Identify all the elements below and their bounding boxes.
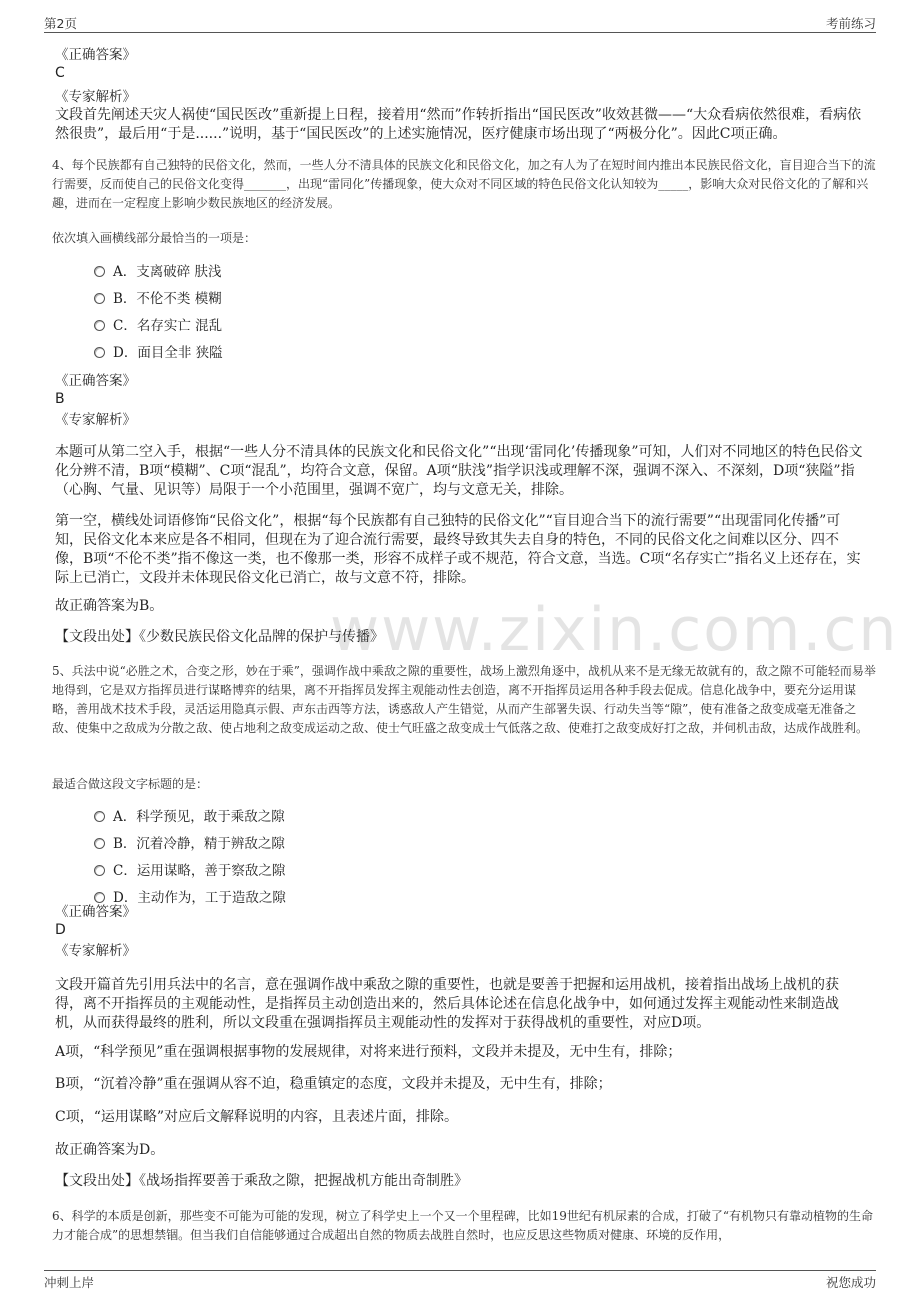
radio-icon[interactable] [94, 266, 105, 277]
q5-stem: 5、兵法中说“必胜之术，合变之形，妙在于乘”，强调作战中乘敌之隙的重要性，战场上激烈角逐中，战机从来不是无缘无故就有的，敌之隙不可能轻而易举地得到，它是双方指挥员进行谋略博弈的结果，离不开指挥员发挥主观能动性去创造，离不开指挥员运用各种手段去促成。信息化战争中，要充分运用谋略，善用战术技术手段，灵活运用隐真示假、声东击西等方法，诱惑敌人产生错觉，从而产生部署失误、行动失当等“隙”，使有准备之敌变成毫无准备之敌、使集中之敌成为分散之敌、使占地利之敌变成运动之敌、使士气旺盛之敌变成士气低落之敌、使难打之敌变成好打之敌，并伺机击敌，达成作战胜利。 [52, 664, 876, 735]
q5-analysis-a: A项，“科学预见”重在强调根据事物的发展规律，对将来进行预料，文段并未提及，无中生有，排除； [55, 1044, 682, 1060]
footer-left-text: 冲刺上岸 [44, 1275, 95, 1290]
q4-option-b[interactable]: B．不伦不类 模糊 [94, 290, 222, 308]
q4-option-a[interactable]: A．支离破碎 肤浅 [94, 263, 222, 281]
q3-answer: C [55, 65, 65, 81]
q4-option-d[interactable]: D．面目全非 狭隘 [94, 344, 223, 362]
q5-conclusion: 故正确答案为D。 [55, 1142, 165, 1158]
analysis-label: 《专家解析》 [55, 943, 136, 959]
page-footer [44, 1270, 876, 1293]
q4-analysis-p2: 第一空，横线处词语修饰“民俗文化”，根据“每个民族都有自己独特的民俗文化”“盲目迎合当下的流行需要”“出现雷同化传播”可知，民俗文化本来应是各不相同，但现在为了迎合流行需要，最终导致其失去自身的特色，不同的民俗文化之间难以区分、四不像，B项“不伦不类”指不像这一类，也不像那一类，形容不成样子或不规范，符合文意，当选。C项“名存实亡”指名义上还存在，实际上已消亡，文段并未体现民俗文化已消亡，故与文意不符，排除。 [55, 513, 861, 586]
radio-icon[interactable] [94, 838, 105, 849]
radio-icon[interactable] [94, 865, 105, 876]
q5-prompt: 最适合做这段文字标题的是： [52, 777, 209, 791]
q5-analysis-p1: 文段开篇首先引用兵法中的名言，意在强调作战中乘敌之隙的重要性，也就是要善于把握和运用战机，接着指出战场上战机的获得，离不开指挥员的主观能动性，是指挥员主动创造出来的，然后具体论述在信息化战争中，如何通过发挥主观能动性来制造战机，从而获得最终的胜利，所以文段重在强调指挥员主观能动性的发挥对于获得战机的重要性，对应D项。 [55, 977, 839, 1031]
radio-icon[interactable] [94, 347, 105, 358]
q5-analysis-b: B项，“沉着冷静”重在强调从容不迫，稳重镇定的态度，文段并未提及，无中生有，排除； [55, 1076, 612, 1092]
q5-option-c[interactable]: C．运用谋略，善于察敌之隙 [94, 862, 285, 880]
q4-source: 【文段出处】《少数民族民俗文化品牌的保护与传播》 [55, 629, 384, 645]
q4-conclusion: 故正确答案为B。 [55, 598, 164, 614]
q5-source: 【文段出处】《战场指挥要善于乘敌之隙，把握战机方能出奇制胜》 [55, 1173, 468, 1189]
q4-prompt: 依次填入画横线部分最恰当的一项是： [52, 231, 257, 245]
q5-analysis-c: C项，“运用谋略”对应后文解释说明的内容，且表述片面，排除。 [55, 1109, 459, 1125]
q5-option-a[interactable]: A．科学预见，敢于乘敌之隙 [94, 808, 285, 826]
footer-right-text: 祝您成功 [825, 1275, 876, 1290]
q5-answer: D [55, 922, 66, 938]
analysis-label: 《专家解析》 [55, 412, 136, 428]
answer-label: 《正确答案》 [55, 904, 136, 920]
q3-analysis: 文段首先阐述天灾人祸使“国民医改”重新提上日程，接着用“然而”作转折指出“国民医改”收效甚微——“大众看病依然很难，看病依然很贵”，最后用“于是......”说明，基于“国民医改”的上述实施情况，医疗健康市场出现了“两极分化”。因此C项正确。 [55, 107, 862, 142]
q4-stem: 4、每个民族都有自己独特的民俗文化，然而，一些人分不清具体的民族文化和民俗文化，加之有人为了在短时间内推出本民族民俗文化，盲目迎合当下的流行需要，反而使自己的民俗文化变得_______，出现“雷同化”传播现象，使大众对不同区域的特色民俗文化认知较为_____，影响大众对民俗文化的了解和兴趣，进而在一定程度上影响少数民族地区的经济发展。 [52, 158, 876, 210]
watermark: www.zixin.com.cn [330, 595, 899, 665]
radio-icon[interactable] [94, 293, 105, 304]
q4-answer: B [55, 391, 65, 407]
q4-option-c[interactable]: C．名存实亡 混乱 [94, 317, 222, 335]
answer-label: 《正确答案》 [55, 47, 136, 63]
radio-icon[interactable] [94, 811, 105, 822]
q4-analysis-p1: 本题可从第二空入手，根据“一些人分不清具体的民族文化和民俗文化”“出现‘雷同化’传播现象”可知，人们对不同地区的特色民俗文化分辨不清，B项“模糊”、C项“混乱”，均符合文意，保留。A项“肤浅”指学识浅或理解不深，强调不深入、不深刻，D项“狭隘”指（心胸、气量、见识等）局限于一个小范围里，强调不宽广，均与文意无关，排除。 [55, 444, 863, 498]
q5-option-b[interactable]: B．沉着冷静，精于辨敌之隙 [94, 835, 285, 853]
answer-label: 《正确答案》 [55, 373, 136, 389]
page-number: 第2页 [44, 16, 77, 31]
q6-stem: 6、科学的本质是创新，那些变不可能为可能的发现，树立了科学史上一个又一个里程碑，比如19世纪有机尿素的合成，打破了“有机物只有靠动植物的生命力才能合成”的思想禁锢。但当我们自信能够通过合成超出自然的物质去战胜自然时，也应反思这些物质对健康、环境的反作用， [52, 1209, 874, 1242]
radio-icon[interactable] [94, 320, 105, 331]
q5-option-d[interactable]: D．主动作为，工于造敌之隙 [94, 889, 286, 907]
analysis-label: 《专家解析》 [55, 89, 136, 105]
header-title: 考前练习 [825, 16, 876, 31]
page-header [44, 12, 876, 33]
radio-icon[interactable] [94, 892, 105, 903]
